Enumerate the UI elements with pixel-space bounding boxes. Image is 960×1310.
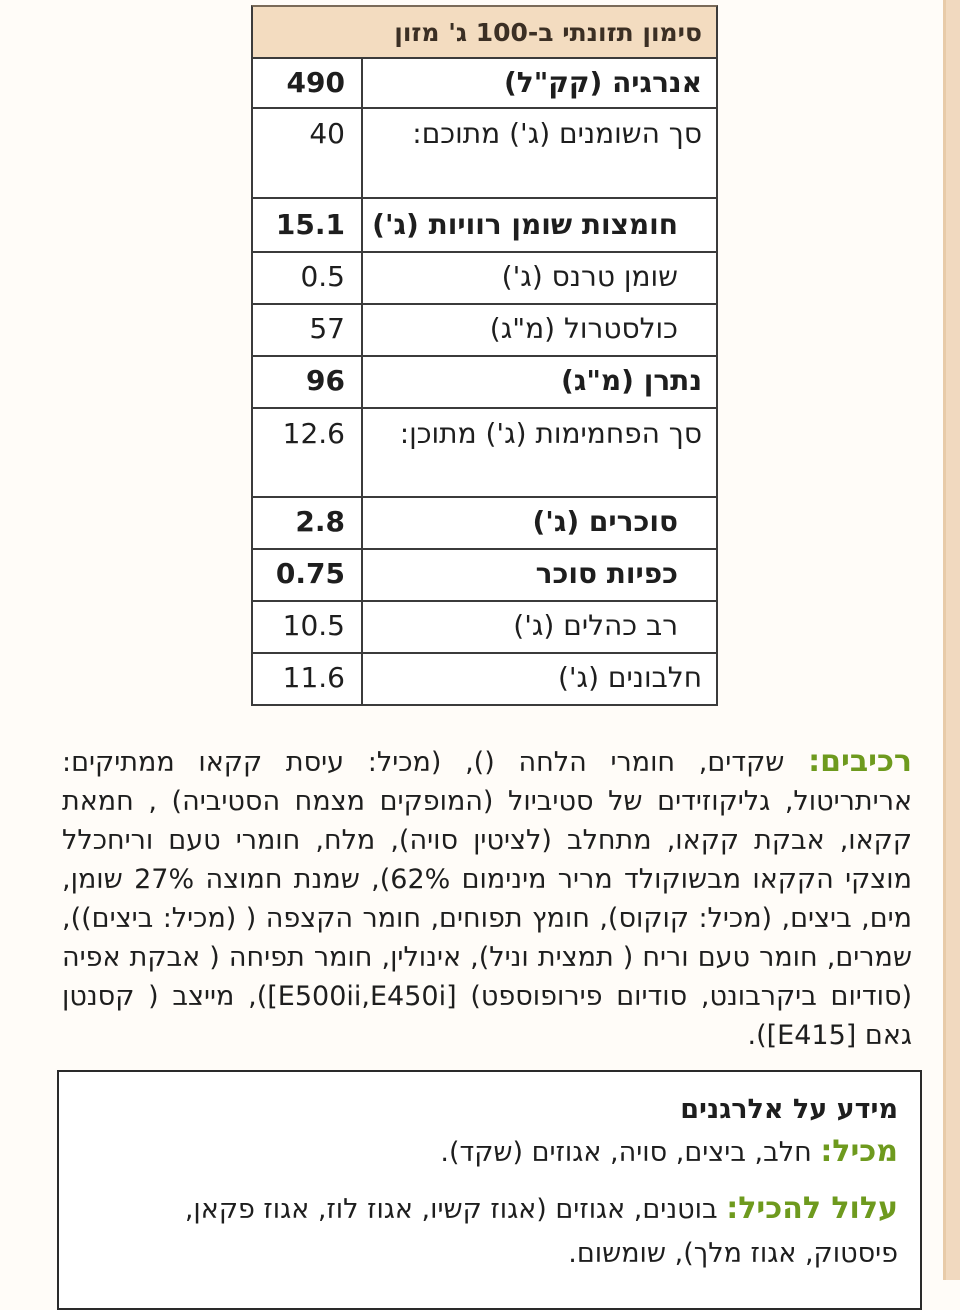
row-value: 11.6 [282,661,345,694]
nutrition-row-sugar-teaspoons [253,550,716,602]
page-edge [946,0,960,1280]
nutrition-row-carbohydrates [253,409,716,498]
nutrition-header: סימון תזונתי ב-100 ג' מזון [253,7,716,59]
row-label: רב כהלים (ג') [361,602,716,652]
nutrition-table [251,5,718,706]
row-label: כולסטרול (מ"ג) [361,305,716,355]
row-label: סך הפחמימות (ג') מתוכן: [361,409,716,496]
row-value: 0.5 [300,260,345,293]
nutrition-row-protein [253,654,716,704]
allergens-contains [89,1130,898,1175]
row-value: 2.8 [295,505,345,538]
row-label: אנרגיה (קק"ל) [361,59,716,107]
nutrition-row-cholesterol [253,305,716,357]
nutrition-row-total-fat [253,109,716,199]
nutrition-row-energy [253,59,716,109]
allergens-title: מידע על אלרגנים [680,1094,898,1125]
row-value: 490 [286,66,345,99]
row-value: 12.6 [282,417,345,450]
may-contain-text: בוטנים, אגוזים (אגוז קשיו, אגוז לוז, אגוז פקאן, פיסטוק, אגוז מלך), שומשום. [184,1194,898,1269]
nutrition-row-trans-fat [253,253,716,305]
row-label: חלבונים (ג') [361,654,716,704]
ingredients-paragraph [62,742,912,1055]
ingredients-text: שקדים, חומרי הלחה (), (מכיל: עיסת קקאו ממתיקים: אריתריטול, גליקוזידים של סטיביול (המופקים מצמח הסטיביה) , חמאת קקאו, אבקת קקאו, מתחלב (לציטין סויה), מלח, חומרי טעם וריחכלל מוצקי הקקאו מבשוקולד מריר מינימום 62%), שמנת חמוצה 27% שומן, מים, ביצים, (מכיל: קוקוס), חומץ תפוחים, חומר הקצפה ( (מכיל: ביצים)), שמרים, חומר טעם וריח ( תמצית וניל), אינולין, חומר תפיחה ( אבקת אפיה (סודיום ביקרבונט, סודיום פירופוספט) [E500ii,E450i]), מייצב ( קסנטן גאם [E415]). [62,747,912,1051]
row-value: 10.5 [282,609,345,642]
row-label: שומן טרנס (ג') [361,253,716,303]
nutrition-row-polyols [253,602,716,654]
row-value: 57 [309,312,345,345]
row-label: סך השומנים (ג') מתוכם: [361,109,716,197]
row-label: סוכרים (ג') [361,498,716,548]
allergens-box [57,1070,922,1310]
row-value: 0.75 [275,557,345,590]
allergens-may-contain [89,1187,898,1276]
row-label: נתרן (מ"ג) [361,357,716,407]
row-value: 15.1 [275,208,345,241]
nutrition-row-sugars [253,498,716,550]
nutrition-row-saturated-fat [253,199,716,253]
may-contain-label: עלול להכיל: [726,1191,898,1226]
row-value: 40 [309,117,345,150]
row-label: כפיות סוכר [361,550,716,600]
row-value: 96 [306,364,345,397]
nutrition-row-sodium [253,357,716,409]
contains-text: חלב, ביצים, סויה, אגוזים (שקד). [440,1137,812,1168]
ingredients-title: רכיבים: [808,744,912,779]
row-label: חומצות שומן רוויות (ג') [361,199,716,251]
contains-label: מכיל: [820,1134,898,1169]
